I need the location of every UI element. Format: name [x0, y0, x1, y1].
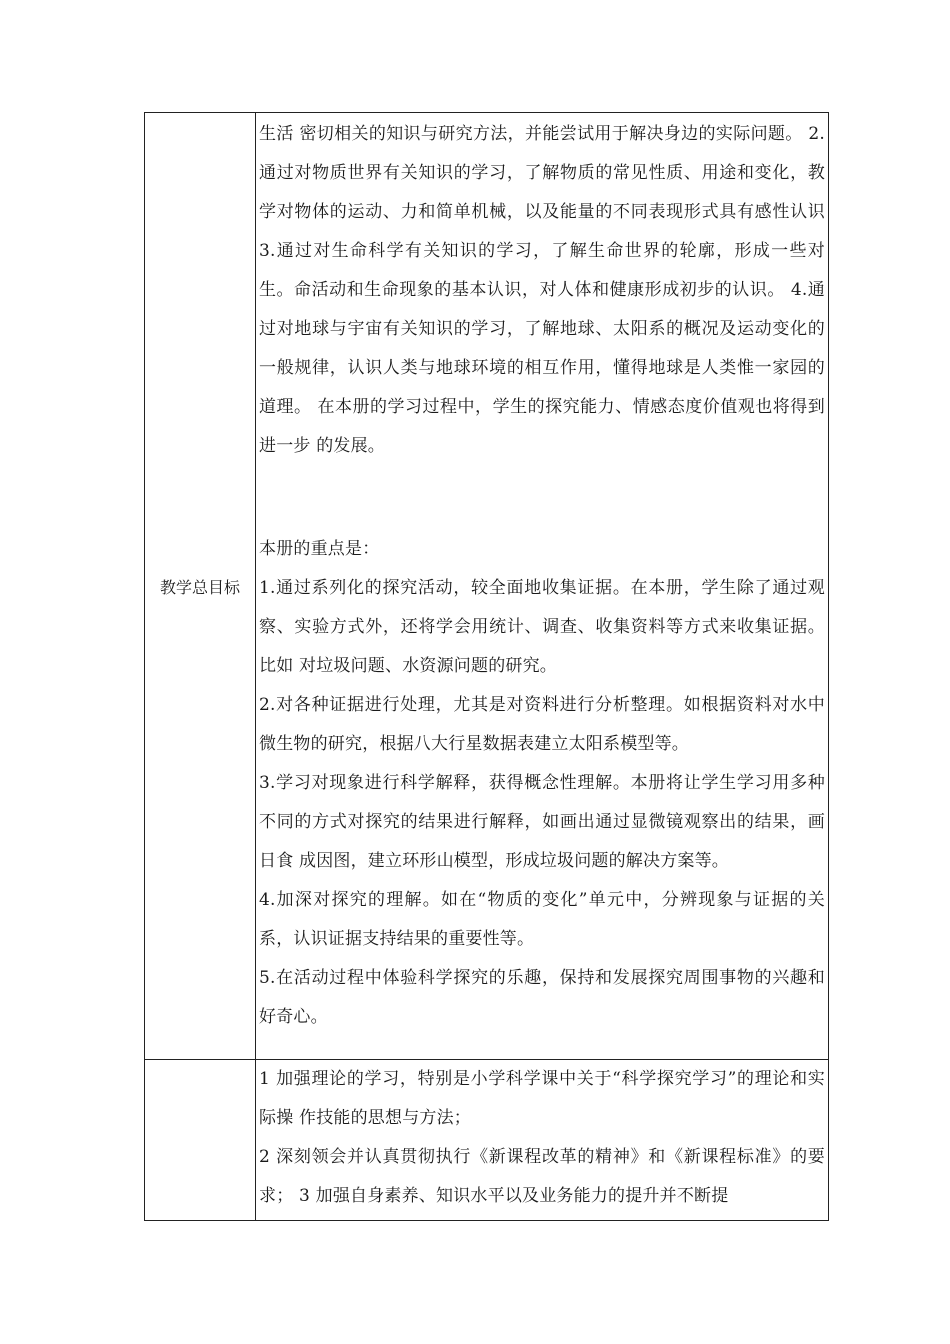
row-label-cell	[145, 1060, 256, 1221]
teaching-plan-table	[144, 112, 829, 1221]
goals-paragraph: 生活 密切相关的知识与研究方法，并能尝试用于解决身边的实际问题。 2.通过对物质世界有关知识的学习，了解物质的常见性质、用途和变化，教学对物体的运动、力和简单机械，以及能量的不同表现形式具有感性认识3.通过对生命科学有关知识的学习，了解生命世界的轮廓，形成一些对生。命活动和生命现象的基本认识，对人体和健康形成初步的认识。 4.通过对地球与宇宙有关知识的学习，了解地球、太阳系的概况及运动变化的一般规律，认识人类与地球环境的相互作用，懂得地球是人类惟一家园的道理。 在本册的学习过程中，学生的探究能力、情感态度价值观也将得到进一步 的发展。	[259, 124, 825, 456]
row-content-cell	[256, 113, 829, 1060]
focus-title: 本册的重点是：	[259, 539, 380, 559]
measure-item: 2 深刻领会并认真贯彻执行《新课程改革的精神》和《新课程标准》的要求； 3 加强自身素养、知识水平以及业务能力的提升并不断提	[259, 1147, 825, 1206]
focus-item: 3.学习对现象进行科学解释，获得概念性理解。本册将让学生学习用多种不同的方式对探究的结果进行解释，如画出通过显微镜观察出的结果，画日食 成因图，建立环形山模型，形成垃圾问题的解决方案等。	[259, 773, 825, 871]
focus-item: 5.在活动过程中体验科学探究的乐趣，保持和发展探究周围事物的兴趣和 好奇心。	[259, 968, 825, 1027]
table-row	[145, 1060, 829, 1221]
spacer	[256, 505, 828, 530]
focus-item: 1.通过系列化的探究活动，较全面地收集证据。在本册，学生除了通过观察、实验方式外，还将学会用统计、调查、收集资料等方式来收集证据。比如 对垃圾问题、水资源问题的研究。	[259, 578, 825, 676]
focus-item: 4.加深对探究的理解。如在“物质的变化”单元中，分辨现象与证据的关系，认识证据支持结果的重要性等。	[259, 890, 825, 949]
measure-item: 1 加强理论的学习，特别是小学科学课中关于“科学探究学习”的理论和实际操 作技能的思想与方法；	[259, 1069, 825, 1128]
focus-item: 2.对各种证据进行处理，尤其是对资料进行分析整理。如根据资料对水中 微生物的研究，根据八大行星数据表建立太阳系模型等。	[259, 695, 825, 754]
row-label-cell	[145, 113, 256, 1060]
row-content-cell	[256, 1060, 829, 1221]
blank-line	[256, 466, 828, 505]
row-label: 教学总目标	[159, 577, 240, 597]
table-row	[145, 113, 829, 1060]
